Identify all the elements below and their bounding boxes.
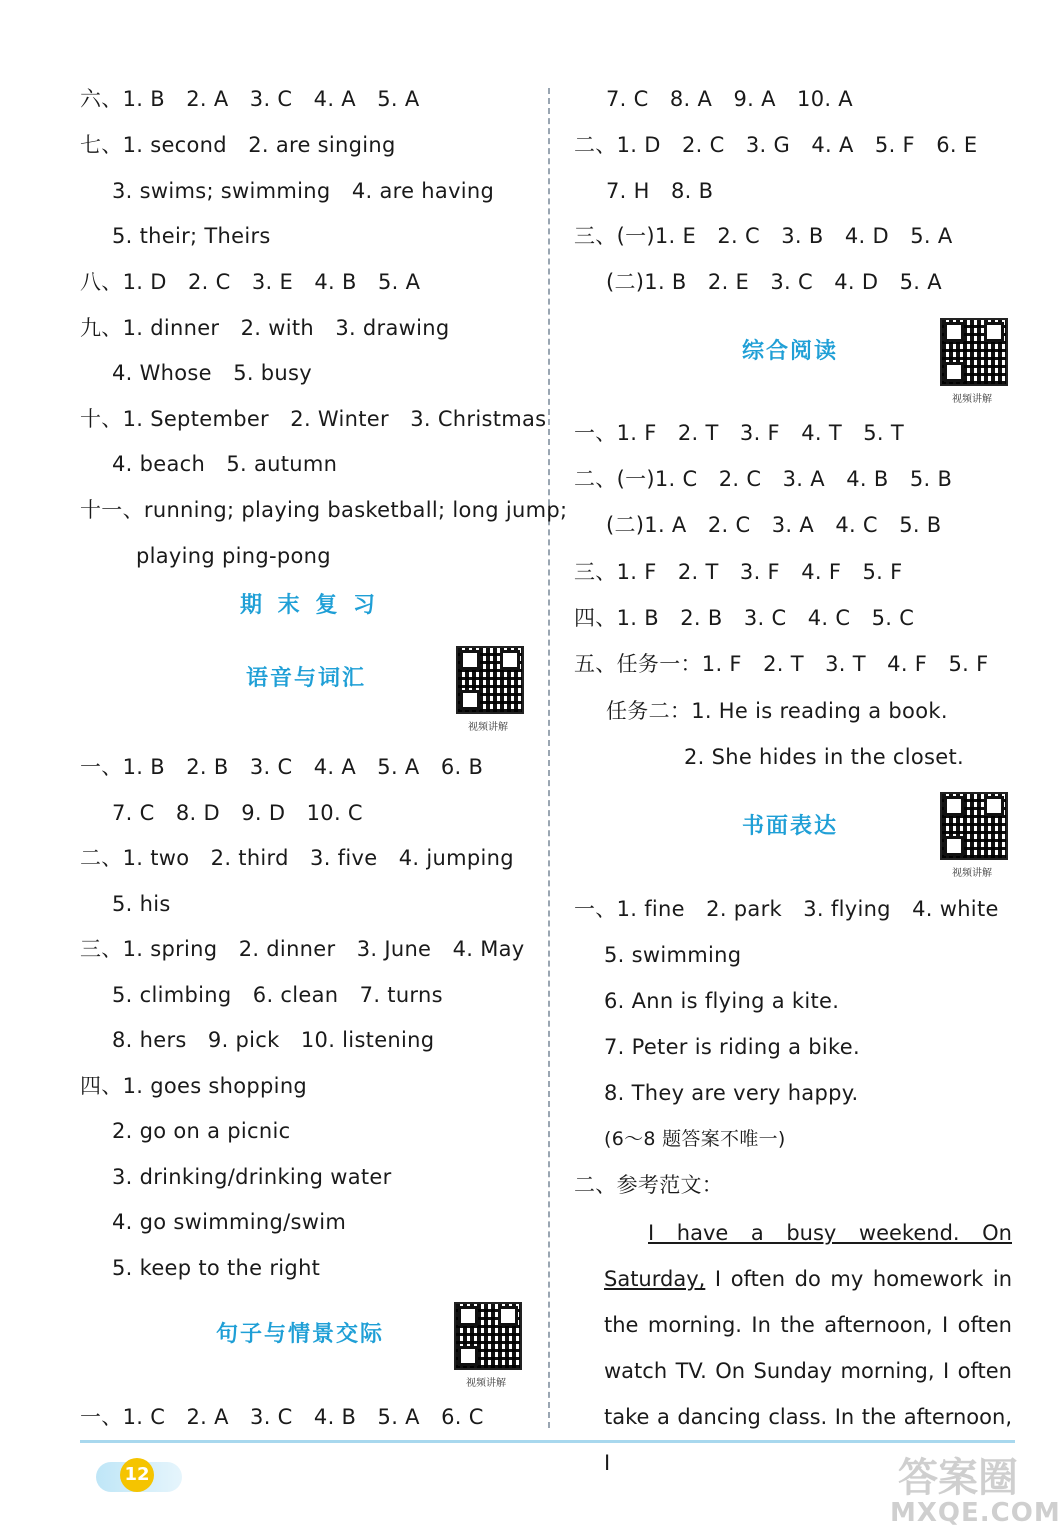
- answer-line: 三、1. spring 2. dinner 3. June 4. May: [80, 937, 525, 961]
- qr-code[interactable]: [940, 792, 1008, 860]
- answer-line: 4. beach 5. autumn: [112, 452, 338, 476]
- answer-line: 四、1. goes shopping: [80, 1074, 308, 1098]
- section-title-reading: 综合阅读: [742, 339, 839, 364]
- answer-line: 5. climbing 6. clean 7. turns: [112, 983, 443, 1007]
- essay-underlined: I have a busy weekend. On Saturday,: [604, 1221, 1012, 1291]
- answer-line: 4. go swimming/swim: [112, 1210, 347, 1234]
- answer-line: 九、1. dinner 2. with 3. drawing: [80, 316, 450, 340]
- section-title-vocab: 语音与词汇: [246, 666, 367, 691]
- answer-line: 十、1. September 2. Winter 3. Christmas: [80, 407, 547, 431]
- answer-line: 5. swimming: [604, 943, 742, 967]
- answer-line: 任务二：1. He is reading a book.: [606, 699, 948, 723]
- qr-caption: 视频讲解: [952, 868, 992, 879]
- answer-line: 5. his: [112, 892, 171, 916]
- section-title-sentences: 句子与情景交际: [216, 1322, 385, 1347]
- answer-line: 二、参考范文：: [574, 1173, 724, 1197]
- answer-line: 5. their; Theirs: [112, 224, 271, 248]
- qr-caption: 视频讲解: [466, 1378, 506, 1389]
- qr-code[interactable]: [454, 1302, 522, 1370]
- essay-text: I often do my homework in the morning. In the afternoon, I often watch TV. On Sunday morning, I often take a dancing class. In the afternoon, I: [604, 1267, 1012, 1475]
- model-essay: [604, 1210, 1012, 1486]
- qr-caption: 视频讲解: [468, 722, 508, 733]
- watermark-url: MXQE.COM: [890, 1498, 1061, 1528]
- answer-line: 7. C 8. A 9. A 10. A: [606, 87, 853, 111]
- column-divider: [548, 88, 550, 1428]
- answer-line: 一、1. F 2. T 3. F 4. T 5. T: [574, 421, 904, 445]
- answer-line: 7. H 8. B: [606, 179, 714, 203]
- section-title-writing: 书面表达: [742, 814, 839, 839]
- answer-line: 5. keep to the right: [112, 1256, 321, 1280]
- answer-line: 8. hers 9. pick 10. listening: [112, 1028, 435, 1052]
- footer-rule: [80, 1440, 1015, 1443]
- answer-line: 二、(一)1. C 2. C 3. A 4. B 5. B: [574, 467, 953, 491]
- watermark-logo: 答案圈: [898, 1455, 1018, 1501]
- answer-line: 二、1. D 2. C 3. G 4. A 5. F 6. E: [574, 133, 978, 157]
- answer-line: 六、1. B 2. A 3. C 4. A 5. A: [80, 87, 420, 111]
- page-number: 12: [120, 1458, 154, 1492]
- answer-line: 一、1. C 2. A 3. C 4. B 5. A 6. C: [80, 1405, 484, 1429]
- qr-caption: 视频讲解: [952, 394, 992, 405]
- answer-line: 一、1. fine 2. park 3. flying 4. white: [574, 897, 999, 921]
- answer-line: 7. C 8. D 9. D 10. C: [112, 801, 363, 825]
- answer-line: 七、1. second 2. are singing: [80, 133, 396, 157]
- answer-line: 4. Whose 5. busy: [112, 361, 313, 385]
- answer-line: 四、1. B 2. B 3. C 4. C 5. C: [574, 606, 915, 630]
- answer-line: (二)1. B 2. E 3. C 4. D 5. A: [606, 270, 942, 294]
- answer-line: 7. Peter is riding a bike.: [604, 1035, 860, 1059]
- answer-line: (二)1. A 2. C 3. A 4. C 5. B: [606, 513, 942, 537]
- qr-code[interactable]: [456, 646, 524, 714]
- answer-line: 三、1. F 2. T 3. F 4. F 5. F: [574, 560, 903, 584]
- answer-line: 十一、running; playing basketball; long jump;: [80, 498, 568, 522]
- answer-line: 2. go on a picnic: [112, 1119, 291, 1143]
- answer-line: 二、1. two 2. third 3. five 4. jumping: [80, 846, 514, 870]
- answer-line: 6. Ann is flying a kite.: [604, 989, 840, 1013]
- answer-line: 三、(一)1. E 2. C 3. B 4. D 5. A: [574, 224, 953, 248]
- answer-line: 一、1. B 2. B 3. C 4. A 5. A 6. B: [80, 755, 484, 779]
- answer-line: 3. drinking/drinking water: [112, 1165, 392, 1189]
- answer-line: 3. swims; swimming 4. are having: [112, 179, 495, 203]
- answer-line: playing ping-pong: [136, 544, 331, 568]
- answer-line: 五、任务一：1. F 2. T 3. T 4. F 5. F: [574, 652, 989, 676]
- answer-line: 2. She hides in the closet.: [684, 745, 965, 769]
- review-title: 期 末 复 习: [240, 593, 379, 618]
- answer-line: 8. They are very happy.: [604, 1081, 859, 1105]
- answer-line: 八、1. D 2. C 3. E 4. B 5. A: [80, 270, 421, 294]
- answer-note: (6～8 题答案不唯一): [604, 1128, 786, 1150]
- qr-code[interactable]: [940, 318, 1008, 386]
